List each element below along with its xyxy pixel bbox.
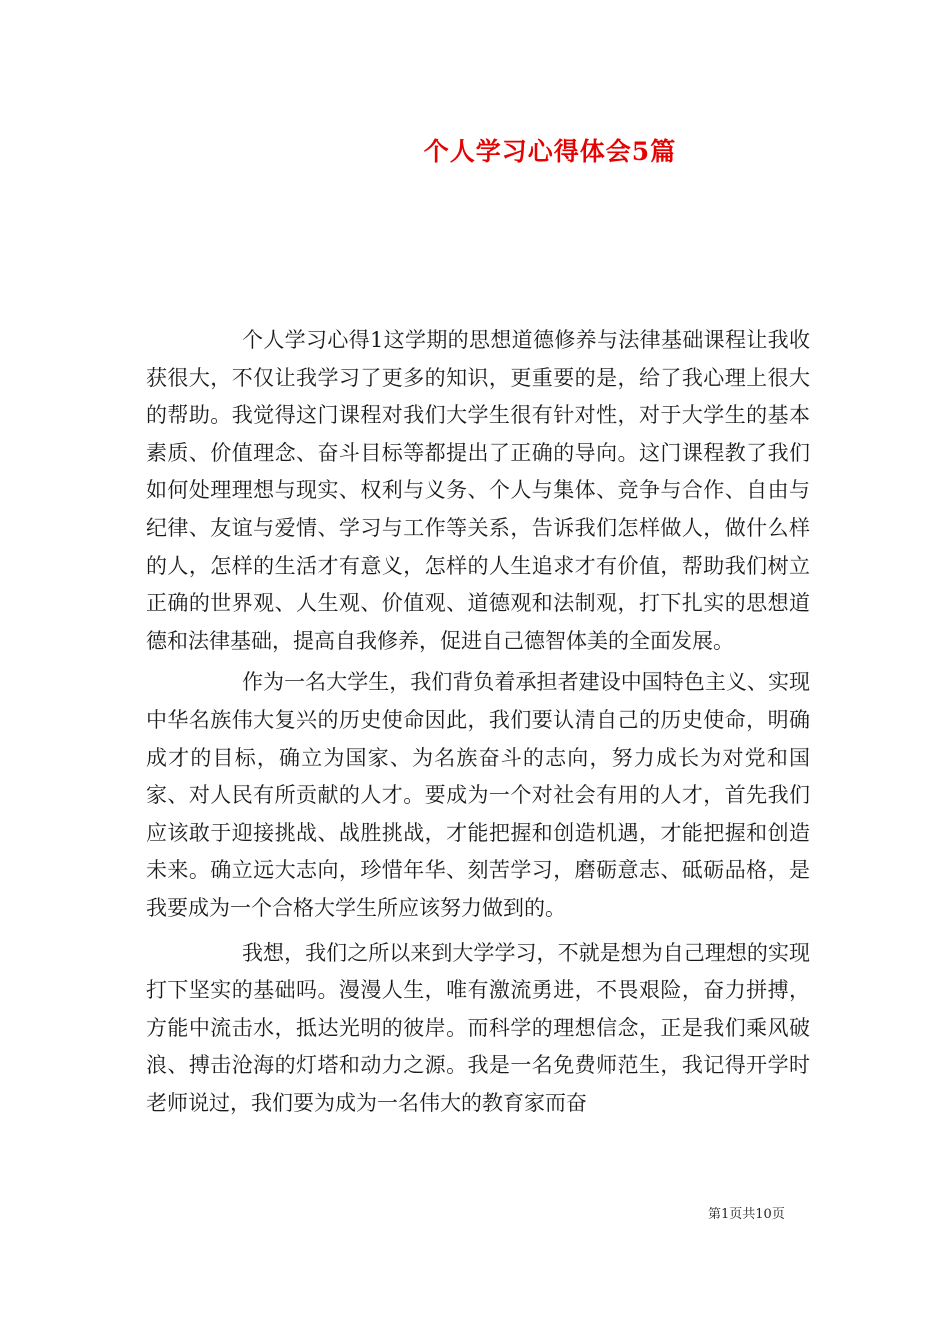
paragraph-3: 我想，我们之所以来到大学学习，不就是想为自己理想的实现打下坚实的基础吗。漫漫人生，唯有激流勇进，不畏艰险，奋力拼搏，方能中流击水，抵达光明的彼岸。而科学的理想信念，正是我们乘风破浪、搏击沧海的灯塔和动力之源。我是一名免费师范生，我记得开学时老师说过，我们要为成为一名伟大的教育家而奋 [146,940,810,1115]
paragraph-2: 作为一名大学生，我们背负着承担者建设中国特色主义、实现中华名族伟大复兴的历史使命因此，我们要认清自己的历史使命，明确成才的目标，确立为国家、为名族奋斗的志向，努力成长为对党和国家、对人民有所贡献的人才。要成为一个对社会有用的人才，首先我们应该敢于迎接挑战、战胜挑战，才能把握和创造机遇，才能把握和创造未来。确立远大志向，珍惜年华、刻苦学习，磨砺意志、砥砺品格，是我要成为一个合格大学生所应该努力做到的。 [146,670,810,920]
paragraph-1: 个人学习心得1这学期的思想道德修养与法律基础课程让我收获很大，不仅让我学习了更多的知识，更重要的是，给了我心理上很大的帮助。我觉得这门课程对我们大学生很有针对性，对于大学生的基本素质、价值理念、奋斗目标等都提出了正确的导向。这门课程教了我们如何处理理想与现实、权利与义务、个人与集体、竞争与合作、自由与纪律、友谊与爱情、学习与工作等关系，告诉我们怎样做人，做什么样的人，怎样的生活才有意义，怎样的人生追求才有价值，帮助我们树立正确的世界观、人生观、价值观、道德观和法制观，打下扎实的思想道德和法律基础，提高自我修养，促进自己德智体美的全面发展。 [146,328,810,653]
page-number-footer: 第1页共10页 [708,1207,785,1222]
document-body [146,322,810,1122]
document-title: 个人学习心得体会5篇 [423,137,677,166]
